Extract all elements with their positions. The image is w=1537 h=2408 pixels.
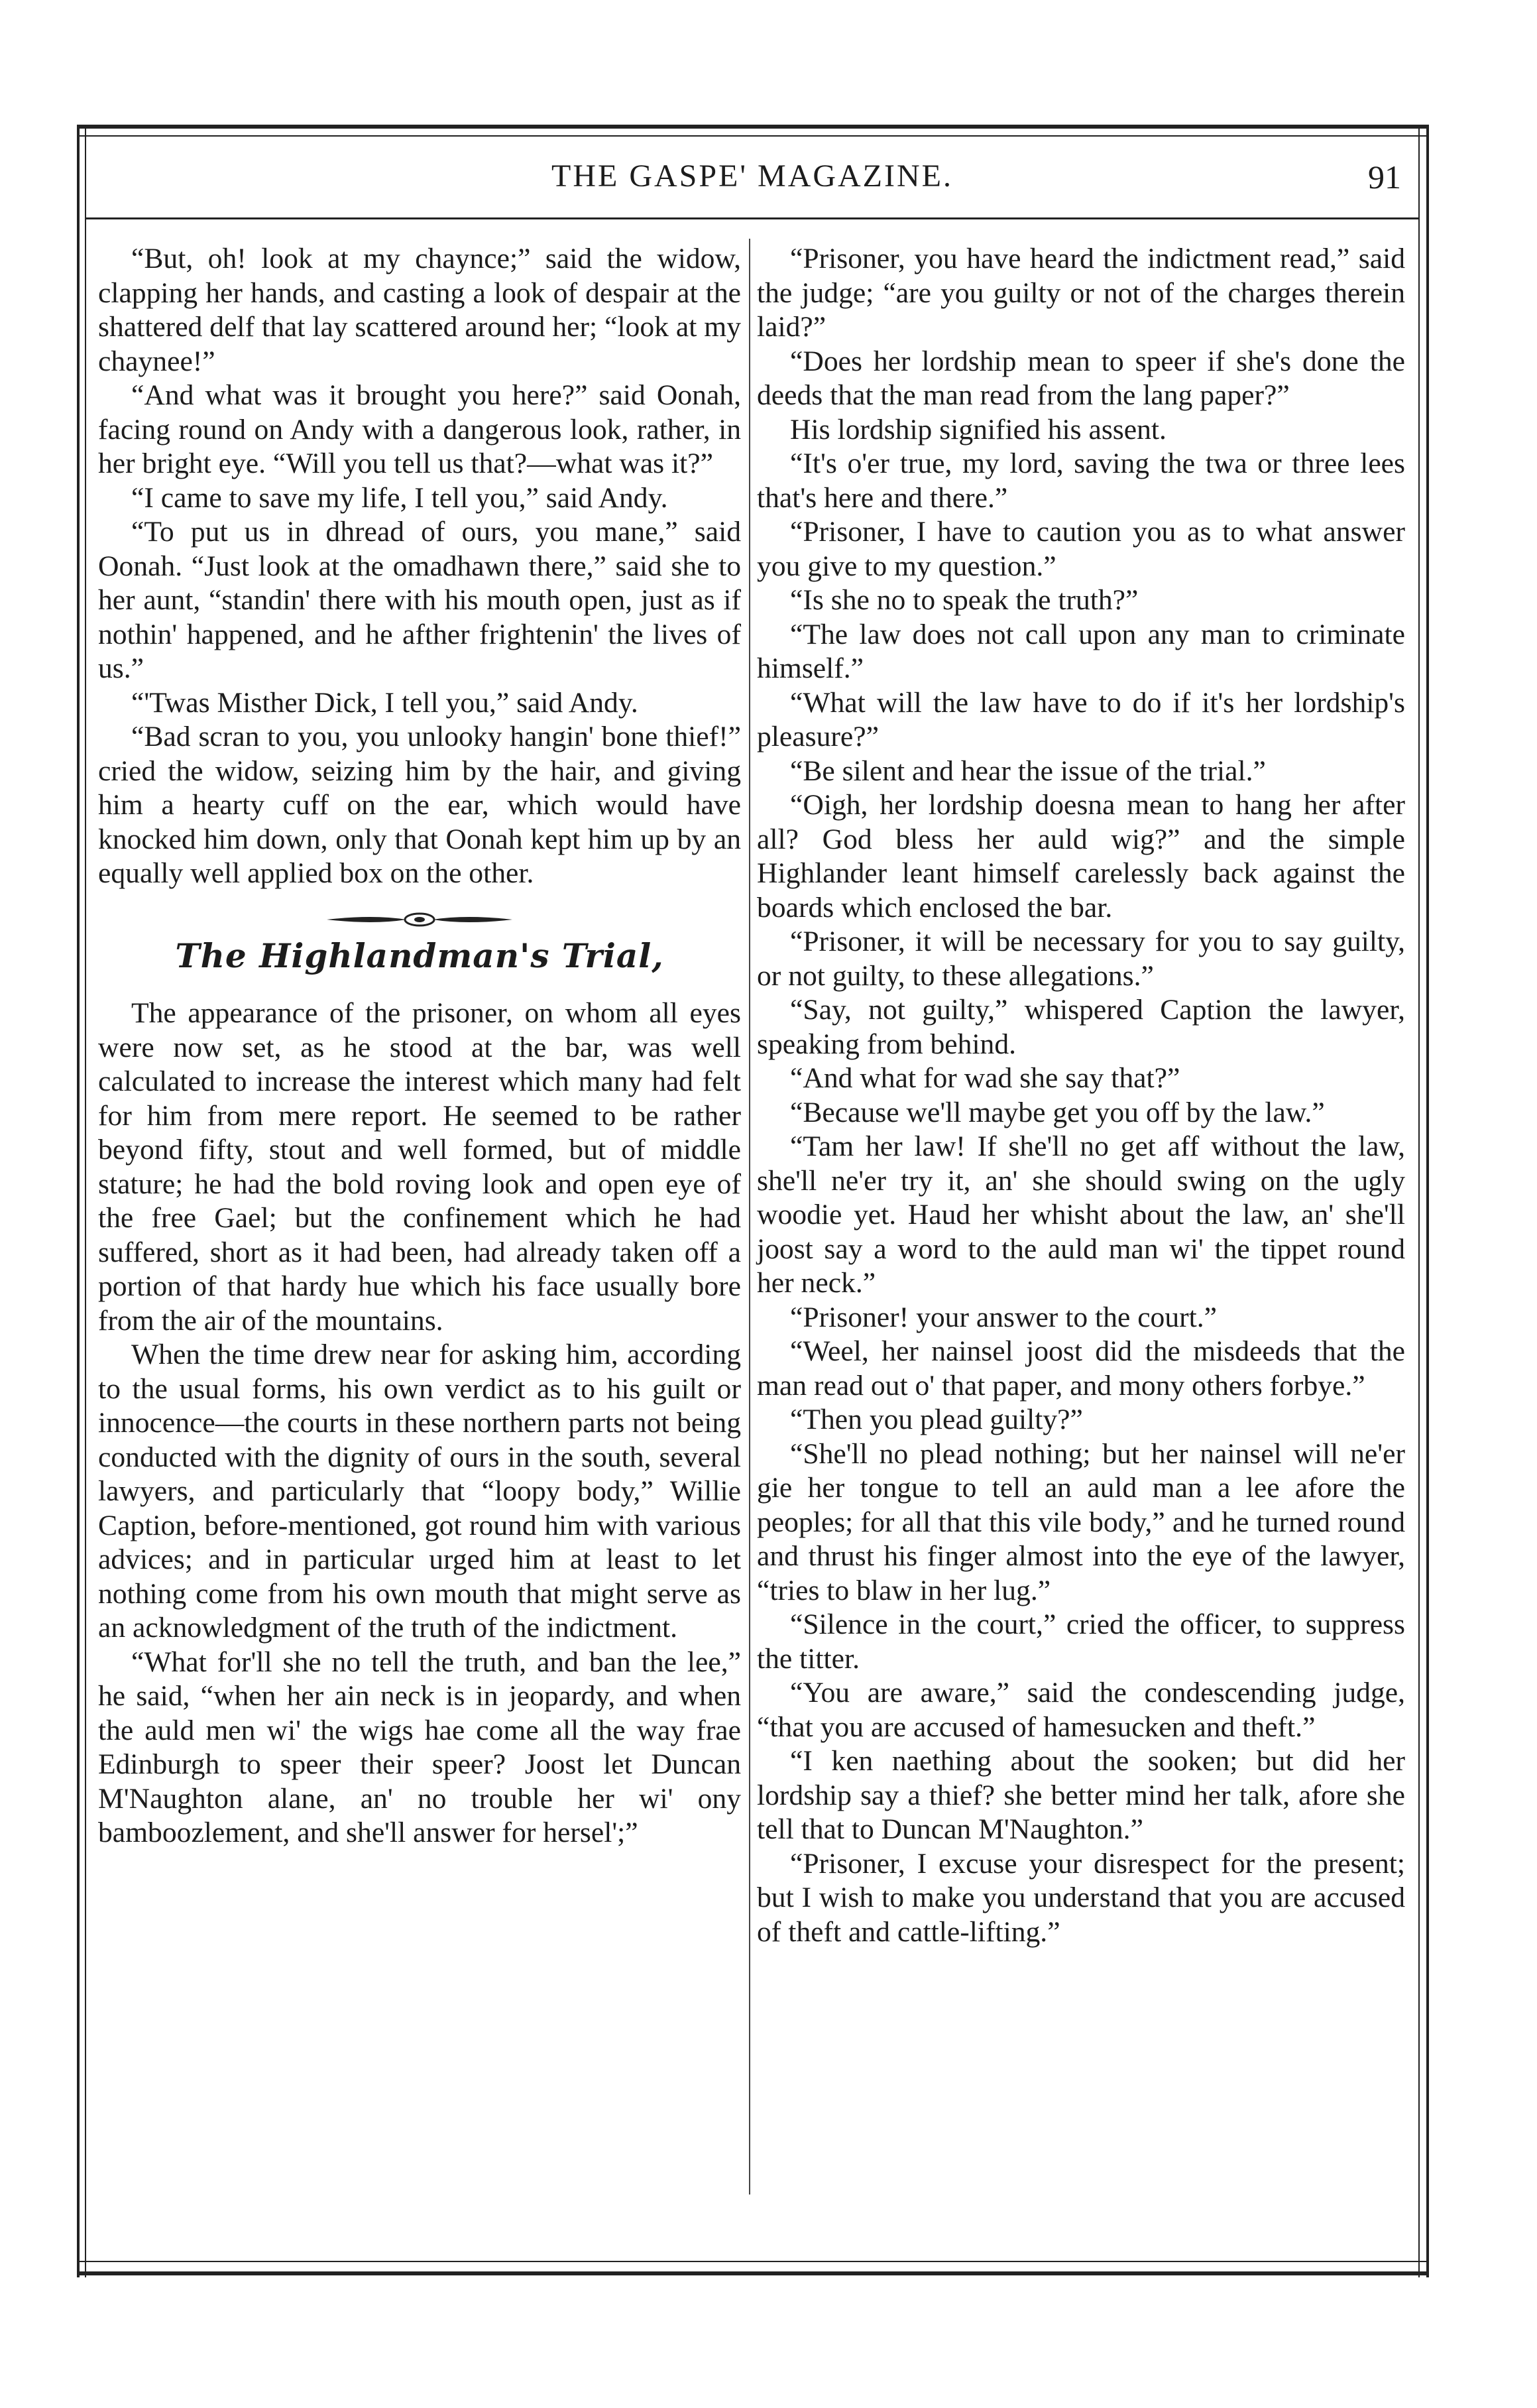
bottom-rule-thin [77, 2261, 1429, 2262]
paragraph: “But, oh! look at my chaynce;” said the widow, clapping her hands, and casting a look of despair at the shattered delf that lay scattered around her; “look at my chaynee!” [98, 243, 741, 377]
paragraph: “What will the law have to do if it's her lordship's pleasure?” [757, 686, 1405, 752]
frame-left-outer [77, 126, 80, 2277]
paragraph: “Be silent and hear the issue of the trial.” [790, 754, 1266, 787]
paragraph: “And what for wad she say that?” [790, 1062, 1180, 1094]
paragraph: “Tam her law! If she'll no get aff without the law, she'll ne'er try it, an' she should swing on the ugly woodie yet. Haud her whisht about the law, an' she'll joost say a word to the auld man wi' the tippet round her neck.” [757, 1130, 1405, 1299]
paragraph: “It's o'er true, my lord, saving the twa or three lees that's here and there.” [757, 448, 1405, 514]
paragraph: “Prisoner, it will be necessary for you to say guilty, or not guilty, to these allegations.” [757, 926, 1405, 992]
paragraph: “Prisoner, I excuse your disrespect for the present; but I wish to make you understand that you are accused of theft and cattle-lifting.” [757, 1847, 1405, 1948]
paragraph: “Silence in the court,” cried the officer, to suppress the titter. [757, 1608, 1405, 1675]
paragraph: “To put us in dhread of ours, you mane,” said Oonah. “Just look at the omadhawn there,” said she to her aunt, “standin' there with his mouth open, just as if nothin' happened, and he afther frightenin' the lives of us.” [98, 516, 741, 684]
right-column [757, 242, 1405, 1949]
paragraph: “Because we'll maybe get you off by the law.” [790, 1096, 1325, 1128]
frame-right-inner [1418, 126, 1420, 2277]
left-column [98, 242, 741, 1850]
paragraph: “Does her lordship mean to speer if she's done the deeds that the man read from the lang paper?” [757, 345, 1405, 411]
top-rule-thick [77, 125, 1429, 129]
paragraph: “And what was it brought you here?” said Oonah, facing round on Andy with a dangerous look, rather, in her bright eye. “Will you tell us that?—what was it?” [98, 379, 741, 479]
paragraph: “I came to save my life, I tell you,” said Andy. [131, 481, 668, 514]
paragraph: “She'll no plead nothing; but her nainsel will ne'er gie her tongue to tell an auld man a lee afore the peoples; for all that this vile body,” and he turned round and thrust his finger almost into the eye of the lawyer, “tries to blaw in her lug.” [757, 1437, 1405, 1606]
paragraph: “'Twas Misther Dick, I tell you,” said Andy. [131, 686, 638, 719]
paragraph: “Prisoner! your answer to the court.” [790, 1301, 1218, 1333]
paragraph: “Then you plead guilty?” [790, 1404, 1083, 1435]
paragraph: “I ken naething about the sooken; but did her lordship say a thief? she better mind her talk, afore she tell that to Duncan M'Naughton.” [757, 1745, 1405, 1845]
paragraph: “What for'll she no tell the truth, and ban the lee,” he said, “when her ain neck is in jeopardy, and when the auld men wi' the wigs hae come all the way frae Edinburgh to speer their speer? Joost let Duncan M'Naughton alane, an' no trouble her wi' ony bamboozlement, and she'll answer for hersel';” [98, 1646, 741, 1848]
paragraph: “Bad scran to you, you unlooky hangin' bone thief!” cried the widow, seizing him by the hair, and giving him a hearty cuff on the ear, which would have knocked him down, only that Oonah kept him up by an equally well applied box on the other. [98, 721, 741, 889]
section-title: The Highlandman's Trial, [175, 935, 664, 975]
bottom-rule-thick [77, 2271, 1429, 2275]
paragraph: When the time drew near for asking him, according to the usual forms, his own verdict as to his guilt or innocence—the courts in these northern parts not being conducted with the dignity of ours in the south, several lawyers, and particularly that “loopy body,” Willie Caption, before-mentioned, got round him with various advices; and in particular urged him at least to let nothing come from his own mouth that might serve as an acknowledgment of the truth of the indictment. [98, 1339, 741, 1644]
frame-left-inner [85, 126, 86, 2277]
paragraph: “Oigh, her lordship doesna mean to hang her after all? God bless her auld wig?” and the simple Highlander leant himself carelessly back against the boards which enclosed the bar. [757, 789, 1405, 924]
running-header [86, 149, 1418, 208]
paragraph: “Say, not guilty,” whispered Caption the lawyer, speaking from behind. [757, 994, 1405, 1060]
paragraph: His lordship signified his assent. [790, 413, 1167, 446]
top-rule-thin [77, 135, 1429, 137]
ornament-divider-icon [320, 908, 519, 932]
column-divider [749, 239, 750, 2195]
section-ornament [98, 906, 741, 932]
paragraph: The appearance of the prisoner, on whom all eyes were now set, as he stood at the bar, was well calculated to increase the interest which many had felt for him from mere report. He seemed to be rather beyond fifty, stout and well formed, but of middle stature; he had the bold roving look and open eye of the free Gael; but the confinement which he had suffered, short as it had been, had already taken off a portion of that hardy hue which his face usually bore from the air of the mountains. [98, 997, 741, 1337]
page-number: 91 [1368, 158, 1401, 196]
paragraph: “Is she no to speak the truth?” [790, 584, 1139, 616]
paragraph: “Prisoner, you have heard the indictment read,” said the judge; “are you guilty or not of the charges therein laid?” [757, 243, 1405, 343]
paragraph: “Weel, her nainsel joost did the misdeeds that the man read out o' that paper, and mony others forbye.” [757, 1335, 1405, 1402]
paragraph: “Prisoner, I have to caution you as to what answer you give to my question.” [757, 516, 1405, 582]
header-underline [86, 217, 1418, 219]
frame-right-outer [1426, 126, 1429, 2277]
paragraph: “The law does not call upon any man to criminate himself.” [757, 618, 1405, 684]
magazine-title: THE GASPE' MAGAZINE. [551, 158, 953, 194]
paragraph: “You are aware,” said the condescending judge, “that you are accused of hamesucken and theft.” [757, 1677, 1405, 1743]
